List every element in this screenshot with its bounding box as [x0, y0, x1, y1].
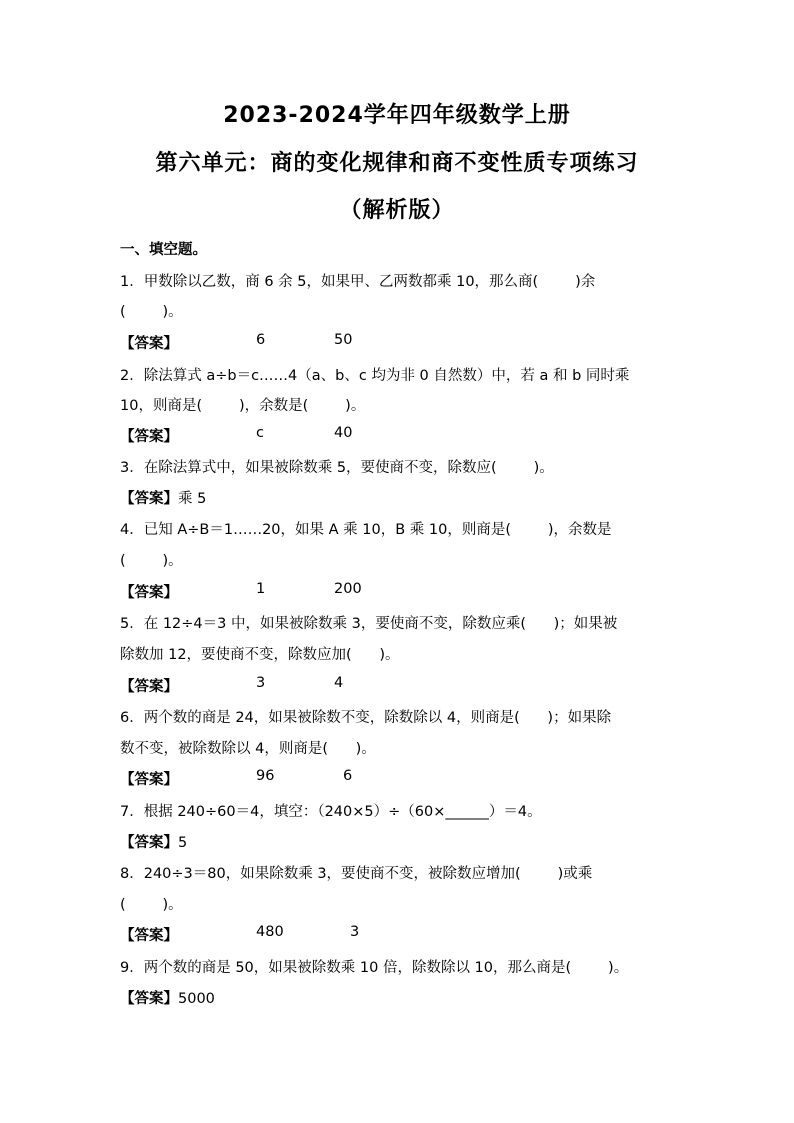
question-4-line-2: ( )。	[120, 553, 183, 569]
title-line-2: 第六单元：商的变化规律和商不变性质专项练习	[155, 151, 639, 176]
answer-label: 【答案】	[120, 991, 178, 1007]
answer-label: 【答案】	[120, 835, 178, 851]
question-2-line-2: 10，则商是( )，余数是( )。	[120, 398, 366, 414]
answer-row-9	[120, 987, 215, 1008]
answer-value: 1	[256, 581, 266, 597]
title-line-3: （解析版）	[339, 198, 455, 223]
answer-value: 5	[178, 835, 188, 851]
answer-value: 50	[334, 332, 353, 348]
answer-label: 【答案】	[120, 928, 178, 944]
question-7-line-1: 7．根据 240÷60＝4，填空：（240×5）÷（60×______）＝4。	[120, 804, 542, 820]
answer-value: 40	[334, 425, 353, 441]
question-3-line-1: 3．在除法算式中，如果被除数乘 5，要使商不变，除数应( )。	[120, 460, 554, 476]
answer-row-7	[120, 831, 187, 852]
answer-label: 【答案】	[120, 336, 178, 352]
answer-label: 【答案】	[120, 679, 178, 695]
answer-value: 3	[350, 924, 360, 940]
answer-value: 200	[334, 581, 362, 597]
question-8-line-1: 8．240÷3＝80，如果除数乘 3，要使商不变，被除数应增加( )或乘	[120, 866, 593, 882]
answer-value: 6	[343, 768, 353, 784]
answer-value: 5000	[178, 991, 215, 1007]
answer-row-3	[120, 487, 206, 508]
answer-value: 480	[256, 924, 284, 940]
question-1-line-2: ( )。	[120, 304, 183, 320]
answer-value: 6	[256, 332, 266, 348]
question-2-line-1: 2．除法算式 a÷b＝c……4（a、b、c 均为非 0 自然数）中，若 a 和 b 同时乘	[120, 368, 630, 384]
question-8-line-2: ( )。	[120, 897, 183, 913]
question-4-line-1: 4．已知 A÷B＝1……20，如果 A 乘 10，B 乘 10，则商是( )，余数是	[120, 522, 612, 538]
answer-value: 96	[256, 768, 275, 784]
answer-value: 4	[334, 675, 344, 691]
answer-value: c	[256, 425, 264, 441]
answer-label: 【答案】	[120, 772, 178, 788]
question-1-line-1: 1．甲数除以乙数，商 6 余 5，如果甲、乙两数都乘 10，那么商( )余	[120, 274, 596, 290]
question-9-line-1: 9．两个数的商是 50，如果被除数乘 10 倍，除数除以 10，那么商是( )。	[120, 960, 629, 976]
answer-value: 乘 5	[178, 491, 207, 507]
question-6-line-2: 数不变，被除数除以 4，则商是( )。	[120, 741, 376, 757]
answer-label: 【答案】	[120, 585, 178, 601]
question-6-line-1: 6．两个数的商是 24，如果被除数不变，除数除以 4，则商是( )；如果除	[120, 710, 612, 726]
question-5-line-1: 5．在 12÷4＝3 中，如果被除数乘 3，要使商不变，除数应乘( )；如果被	[120, 616, 618, 632]
answer-label: 【答案】	[120, 429, 178, 445]
title-line-1: 2023-2024学年四年级数学上册	[223, 103, 571, 128]
answer-value: 3	[256, 675, 266, 691]
answer-label: 【答案】	[120, 491, 178, 507]
question-5-line-2: 除数加 12，要使商不变，除数应加( )。	[120, 647, 400, 663]
section-heading: 一、填空题。	[120, 242, 207, 258]
